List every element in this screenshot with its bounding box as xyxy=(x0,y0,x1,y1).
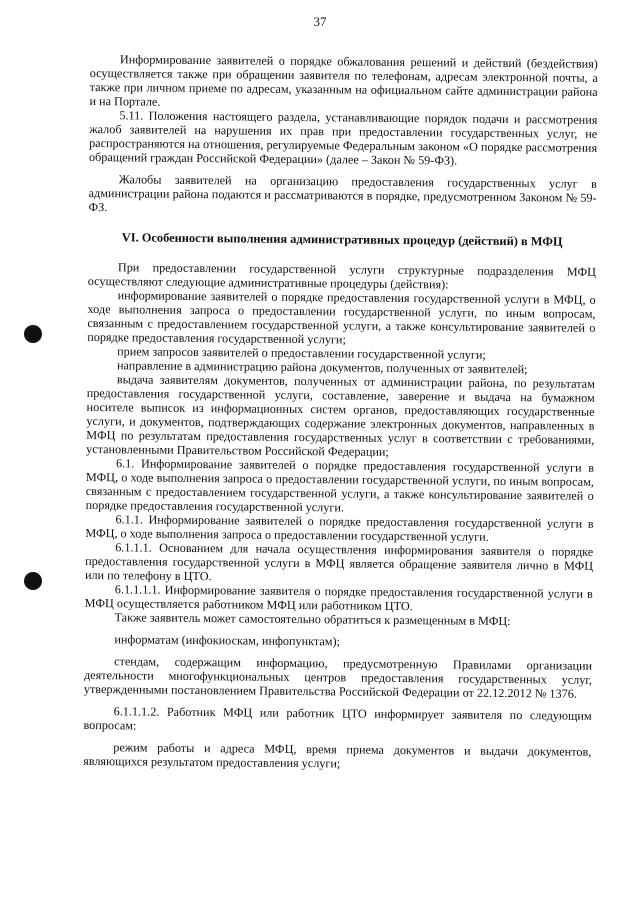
paragraph: Информирование заявителей о порядке обжалования решений и действий (бездействия) осуществляется также при обращении заявителя по телефонам, адресам электронной почты, а также при личном приеме по адресам, указанным на официальном сайте администрации района и на Портале. xyxy=(89,52,598,109)
paragraph: 5.11. Положения настоящего раздела, устанавливающие порядок подачи и рассмотрения жалоб заявителей на нарушения их прав при предоставлении государственных услуг, не распространяются на отношения, регулируемые Федеральным законом «О порядке рассмотрения обращений граждан Российской Федерации» (далее – Закон № 59-ФЗ). xyxy=(88,108,598,168)
paragraph: 6.1.1.1.1. Информирование заявителя о порядке предоставления государственной услуги в МФЦ осуществляется работником МФЦ или работником ЦТО. xyxy=(84,582,593,614)
paragraph: 6.1.1.1.2. Работник МФЦ или работник ЦТО информирует заявителя по следующим вопросам: xyxy=(83,704,592,733)
document-body xyxy=(83,52,598,773)
paragraph: выдача заявителям документов, полученных от администрации района, по результатам предоставления государственной услуги, составление, заверение и выдача на бумажном носителе выписок из информационных систем органов, предоставляющих государственные услуги, и документов, подтверждающих содержание электронных документов, направленных в МФЦ по результатам предоставления государственных услуг в соответствии с требованиями, установленными Правительством Российской Федерации; xyxy=(86,372,595,459)
paragraph: прием запросов заявителей о предоставлении государственной услуги; xyxy=(117,344,486,362)
paragraph: Жалобы заявителей на организацию предоставления государственных услуг в администрации района подаются и рассматриваются в порядке, предусмотренном Законом № 59-ФЗ. xyxy=(88,172,597,215)
paragraph: информирование заявителей о порядке предоставления государственной услуги в МФЦ, о ходе выполнения запроса о предоставлении государственной услуги, по иным вопросам, связанным с предоставлением государственной услуги, а также консультирование заявителей о порядке предоставления государственной услуги; xyxy=(87,288,596,347)
paragraph: При предоставлении государственной услуги структурные подразделения МФЦ осуществляют следующие административные процедуры (действия): xyxy=(87,260,596,292)
punch-hole-mark xyxy=(24,572,42,590)
punch-hole-mark xyxy=(24,325,42,343)
paragraph: 6.1.1. Информирование заявителей о порядке предоставления государственной услуги в МФЦ, о ходе выполнения запроса о предоставлении государственной услуги. xyxy=(85,512,594,544)
page-number: 37 xyxy=(313,14,327,29)
paragraph: Также заявитель может самостоятельно обратиться к размещенным в МФЦ: xyxy=(114,610,511,629)
paragraph: информатам (инфокиоскам, инфопунктам); xyxy=(114,632,341,649)
section-heading: VI. Особенности выполнения административных процедур (действий) в МФЦ xyxy=(121,230,563,249)
paragraph: 6.1.1.1. Основанием для начала осуществления информирования заявителя о порядке предоставления государственной услуги в МФЦ является обращение заявителя лично в МФЦ или по телефону в ЦТО. xyxy=(84,540,594,584)
paragraph: стендам, содержащим информацию, предусмотренную Правилами организации деятельности многофункциональных центров предоставления государственных услуг, утвержденными постановлением Правительства Российской Федерации от 22.12.2012 № 1376. xyxy=(83,654,593,701)
paragraph: режим работы и адреса МФЦ, время приема документов и выдачи документов, являющихся результатом предоставления услуги; xyxy=(83,740,592,771)
paragraph: 6.1. Информирование заявителей о порядке предоставления государственной услуги в МФЦ, о ходе выполнения запроса о предоставлении государственной услуги, по иным вопросам, связанным с предоставлением государственной услуги, а также консультирование заявителей о порядке предоставления государственной услуги. xyxy=(85,456,595,515)
paragraph: направление в администрацию района документов, полученных от заявителей; xyxy=(116,358,528,377)
